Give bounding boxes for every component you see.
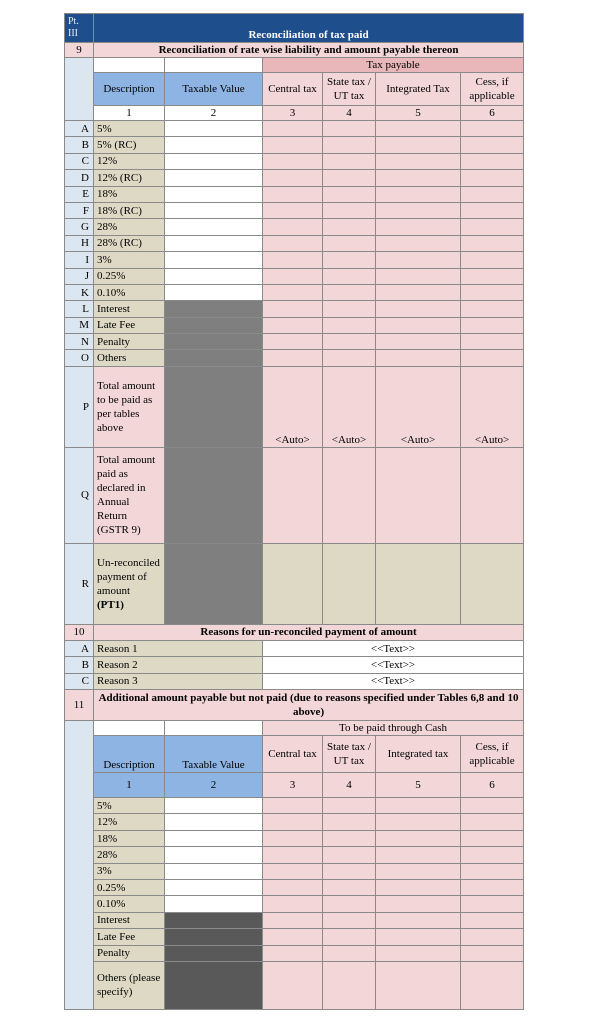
rate-row [65,219,524,235]
tax-amount-field[interactable] [323,961,376,1009]
row-description: 0.10% [94,896,165,912]
tax-amount-field[interactable] [323,170,376,186]
rate-row [65,186,524,202]
tax-amount-field[interactable] [263,814,323,830]
tax-amount-field[interactable] [461,912,524,928]
tax-amount-field[interactable] [461,929,524,945]
taxable-value-field[interactable] [165,847,263,863]
taxable-value-field [165,961,263,1009]
tax-amount-field[interactable] [461,317,524,333]
part-label-line1: Pt. [68,16,79,27]
row-description: 3% [94,863,165,879]
disabled-cell [165,447,263,543]
tax-amount-field[interactable] [323,153,376,169]
row-letter: M [65,317,94,333]
tax-amount-field[interactable] [461,847,524,863]
row-description: Others (please specify) [94,961,165,1009]
tax-amount-field[interactable] [323,219,376,235]
section-title: Reasons for un-reconciled payment of amount [94,624,524,640]
tax-amount-field[interactable] [376,814,461,830]
table-body [65,14,524,1010]
cash-row [65,721,524,736]
column-number: 2 [165,106,263,121]
column-headers-row [65,73,524,106]
tax-amount-field[interactable] [376,334,461,350]
section-title: Reconciliation of rate wise liability and amount payable thereon [94,43,524,58]
tax-amount-field[interactable] [376,929,461,945]
tax-amount-field[interactable] [461,945,524,961]
tax-amount-field[interactable] [461,153,524,169]
row-description: 28% (RC) [94,235,165,251]
tax-amount-field[interactable] [461,896,524,912]
header-state-tax: State tax / UT tax [323,736,376,773]
tax-amount-field[interactable] [461,814,524,830]
taxable-value-field[interactable] [165,153,263,169]
rate-row [65,268,524,284]
header-integrated-tax: Integrated Tax [376,73,461,106]
tax-amount-field[interactable] [323,186,376,202]
rate-row [65,235,524,251]
tax-amount-field[interactable] [323,235,376,251]
tax-amount-field[interactable] [263,847,323,863]
tax-amount-field[interactable] [323,814,376,830]
unreconciled-tag: (PT1) [97,598,124,611]
taxable-value-field[interactable] [165,121,263,137]
column-number: 4 [323,773,376,798]
row-letter: O [65,350,94,366]
tax-amount-field[interactable] [323,137,376,153]
tax-amount-field[interactable] [323,945,376,961]
tax-amount-field[interactable] [323,121,376,137]
payable-row [65,945,524,961]
tax-amount-field[interactable] [461,284,524,300]
row-description: 5% (RC) [94,137,165,153]
header-description: Description [94,736,165,773]
tax-amount-field[interactable] [263,830,323,846]
column-number: 3 [263,773,323,798]
tax-amount-field[interactable] [376,879,461,895]
part-title: Reconciliation of tax paid [94,14,524,43]
tax-amount-field[interactable] [263,896,323,912]
row-description: Late Fee [94,929,165,945]
blank-cell [165,58,263,73]
blank-cell [94,58,165,73]
auto-value: <Auto> [263,366,323,447]
section-number: 10 [65,624,94,640]
rate-row [65,350,524,366]
row-description: 0.10% [94,284,165,300]
tax-amount-field[interactable] [461,830,524,846]
taxable-value-field[interactable] [165,137,263,153]
tax-amount-field[interactable] [461,350,524,366]
tax-amount-field[interactable] [323,912,376,928]
taxable-value-field[interactable] [165,170,263,186]
tax-amount-field[interactable] [263,334,323,350]
tax-amount-field [323,543,376,624]
reason-label: Reason 1 [94,640,263,656]
row-letter: C [65,673,94,689]
tax-amount-field[interactable] [461,863,524,879]
rate-row [65,284,524,300]
column-headers-row [65,736,524,773]
row-letter: A [65,640,94,656]
part-label-line2: III [68,28,78,39]
payable-row [65,798,524,814]
row-description: 0.25% [94,268,165,284]
tax-amount-field[interactable] [376,317,461,333]
tax-amount-field[interactable] [461,170,524,186]
payable-row [65,961,524,1009]
reason-label: Reason 2 [94,657,263,673]
column-number: 6 [461,106,524,121]
reason-row [65,640,524,656]
row-description: Interest [94,301,165,317]
rate-row [65,334,524,350]
row-description: Penalty [94,334,165,350]
column-number: 1 [94,773,165,798]
tax-amount-field[interactable] [376,202,461,218]
disabled-cell [165,366,263,447]
auto-value: <Auto> [461,366,524,447]
tax-amount-field[interactable] [461,137,524,153]
header-taxable-value: Taxable Value [165,73,263,106]
row-letter: A [65,121,94,137]
tax-amount-field[interactable] [461,961,524,1009]
tax-amount-field[interactable] [323,879,376,895]
tax-amount-field[interactable] [376,284,461,300]
row-description: 12% [94,153,165,169]
tax-amount-field[interactable] [376,153,461,169]
rate-row [65,202,524,218]
tax-amount-field[interactable] [461,235,524,251]
tax-amount-field[interactable] [263,447,323,543]
tax-amount-field[interactable] [461,268,524,284]
tax-amount-field[interactable] [376,268,461,284]
tax-amount-field[interactable] [461,202,524,218]
section-number: 11 [65,690,94,721]
column-number: 1 [94,106,165,121]
column-number: 4 [323,106,376,121]
reason-text-field[interactable]: <<Text>> [263,640,524,656]
row-description: Others [94,350,165,366]
row-letter: R [65,543,94,624]
row-letter: Q [65,447,94,543]
row-letter: P [65,366,94,447]
taxable-value-field[interactable] [165,863,263,879]
tax-amount-field[interactable] [263,961,323,1009]
tax-amount-field[interactable] [461,121,524,137]
tax-amount-field[interactable] [461,186,524,202]
row-description: 12% [94,814,165,830]
reason-row [65,657,524,673]
row-description: 18% [94,186,165,202]
tax-amount-field[interactable] [263,284,323,300]
tax-amount-field[interactable] [376,798,461,814]
rate-row [65,121,524,137]
header-cess: Cess, if applicable [461,73,524,106]
tax-amount-field[interactable] [461,252,524,268]
part-label [65,14,94,43]
total-paid-row [65,447,524,543]
tax-amount-field[interactable] [263,235,323,251]
row-description: 5% [94,121,165,137]
row-letter: C [65,153,94,169]
blank-cell [65,58,94,121]
row-description: 5% [94,798,165,814]
rate-row [65,317,524,333]
tax-amount-field[interactable] [376,137,461,153]
tax-amount-field[interactable] [376,170,461,186]
rate-row [65,252,524,268]
section-11-title-row [65,690,524,721]
tax-amount-field[interactable] [376,186,461,202]
section-title: Additional amount payable but not paid (due to reasons specified under Tables 6,8 and 10 above) [94,690,524,721]
taxable-value-field[interactable] [165,219,263,235]
tax-amount-field[interactable] [263,879,323,895]
tax-amount-field[interactable] [323,929,376,945]
tax-amount-field [461,543,524,624]
row-description: 18% [94,830,165,846]
auto-value: <Auto> [323,366,376,447]
tax-payable-header: Tax payable [263,58,524,73]
tax-amount-field[interactable] [461,879,524,895]
tax-amount-field[interactable] [263,912,323,928]
row-description: Interest [94,912,165,928]
taxable-value-field[interactable] [165,202,263,218]
column-number: 5 [376,106,461,121]
tax-amount-field[interactable] [461,219,524,235]
part-header-row [65,14,524,43]
tax-amount-field[interactable] [461,334,524,350]
tax-amount-field [376,543,461,624]
section-number: 9 [65,43,94,58]
tax-amount-field[interactable] [323,863,376,879]
tax-amount-field[interactable] [376,219,461,235]
column-number: 3 [263,106,323,121]
taxable-value-field [165,301,263,317]
tax-amount-field[interactable] [263,798,323,814]
row-description: Penalty [94,945,165,961]
blank-cell [165,721,263,736]
taxable-value-field [165,317,263,333]
taxable-value-field [165,929,263,945]
tax-amount-field[interactable] [263,945,323,961]
tax-amount-field[interactable] [376,252,461,268]
tax-amount-field[interactable] [263,202,323,218]
cash-header: To be paid through Cash [263,721,524,736]
column-number: 6 [461,773,524,798]
taxable-value-field[interactable] [165,252,263,268]
tax-amount-field[interactable] [323,334,376,350]
row-letter: I [65,252,94,268]
payable-row [65,814,524,830]
tax-amount-field[interactable] [376,847,461,863]
payable-row [65,912,524,928]
column-number: 2 [165,773,263,798]
header-description: Description [94,73,165,106]
row-description: 3% [94,252,165,268]
tax-amount-field[interactable] [263,137,323,153]
tax-amount-field[interactable] [323,896,376,912]
row-description: 18% (RC) [94,202,165,218]
tax-amount-field[interactable] [263,153,323,169]
taxable-value-field[interactable] [165,814,263,830]
section-10-title-row [65,624,524,640]
tax-amount-field[interactable] [376,945,461,961]
reason-text-field[interactable]: <<Text>> [263,673,524,689]
tax-amount-field[interactable] [263,268,323,284]
header-state-tax: State tax / UT tax [323,73,376,106]
taxable-value-field [165,334,263,350]
tax-amount-field[interactable] [461,798,524,814]
taxable-value-field[interactable] [165,830,263,846]
auto-value: <Auto> [376,366,461,447]
tax-amount-field[interactable] [263,252,323,268]
row-letter: L [65,301,94,317]
row-letter: J [65,268,94,284]
taxable-value-field[interactable] [165,798,263,814]
row-description [94,543,165,624]
row-letter: K [65,284,94,300]
tax-amount-field[interactable] [323,202,376,218]
blank-cell [65,721,94,1010]
payable-row [65,879,524,895]
tax-amount-field[interactable] [323,847,376,863]
column-numbers-row [65,106,524,121]
reason-row [65,673,524,689]
header-taxable-value: Taxable Value [165,736,263,773]
tax-amount-field[interactable] [323,252,376,268]
tax-amount-field[interactable] [263,863,323,879]
taxable-value-field [165,945,263,961]
column-numbers-row [65,773,524,798]
tax-amount-field[interactable] [263,121,323,137]
tax-amount-field[interactable] [376,830,461,846]
tax-amount-field[interactable] [263,350,323,366]
tax-amount-field[interactable] [263,317,323,333]
disabled-cell [165,543,263,624]
payable-row [65,863,524,879]
row-description: 28% [94,847,165,863]
tax-amount-field[interactable] [376,301,461,317]
tax-amount-field[interactable] [376,896,461,912]
taxable-value-field[interactable] [165,235,263,251]
row-description: 12% (RC) [94,170,165,186]
header-integrated-tax: Integrated tax [376,736,461,773]
tax-amount-field[interactable] [323,317,376,333]
payable-row [65,847,524,863]
reason-text-field[interactable]: <<Text>> [263,657,524,673]
blank-cell [94,721,165,736]
row-description: 0.25% [94,879,165,895]
tax-amount-field[interactable] [461,301,524,317]
taxable-value-field[interactable] [165,284,263,300]
taxable-value-field [165,912,263,928]
reconciliation-table [64,13,524,1010]
row-letter: N [65,334,94,350]
section-9-title-row [65,43,524,58]
tax-amount-field [263,543,323,624]
tax-amount-field[interactable] [323,284,376,300]
row-description: Late Fee [94,317,165,333]
tax-amount-field[interactable] [376,961,461,1009]
row-description: Total amount to be paid as per tables above [94,366,165,447]
rate-row [65,153,524,169]
reason-label: Reason 3 [94,673,263,689]
header-central-tax: Central tax [263,736,323,773]
row-letter: B [65,137,94,153]
rate-row [65,137,524,153]
rate-row [65,301,524,317]
tax-amount-field[interactable] [263,219,323,235]
payable-row [65,929,524,945]
payable-row [65,896,524,912]
tax-amount-field[interactable] [323,798,376,814]
tax-amount-field[interactable] [323,268,376,284]
unreconciled-row [65,543,524,624]
taxable-value-field[interactable] [165,896,263,912]
total-payable-row [65,366,524,447]
row-letter: E [65,186,94,202]
payable-row [65,830,524,846]
tax-amount-field[interactable] [376,863,461,879]
column-number: 5 [376,773,461,798]
taxable-value-field[interactable] [165,186,263,202]
tax-amount-field[interactable] [376,121,461,137]
row-letter: G [65,219,94,235]
row-description: 28% [94,219,165,235]
tax-amount-field[interactable] [263,186,323,202]
header-central-tax: Central tax [263,73,323,106]
tax-amount-field[interactable] [376,912,461,928]
taxable-value-field[interactable] [165,879,263,895]
tax-amount-field[interactable] [323,301,376,317]
header-cess: Cess, if applicable [461,736,524,773]
row-letter: F [65,202,94,218]
tax-amount-field[interactable] [376,350,461,366]
row-letter: B [65,657,94,673]
row-letter: H [65,235,94,251]
taxable-value-field [165,350,263,366]
tax-amount-field[interactable] [376,447,461,543]
tax-amount-field[interactable] [323,447,376,543]
tax-amount-field[interactable] [461,447,524,543]
row-letter: D [65,170,94,186]
tax-amount-field[interactable] [323,830,376,846]
unreconciled-label: Un-reconciled payment of amount [97,556,160,597]
taxable-value-field[interactable] [165,268,263,284]
tax-amount-field[interactable] [323,350,376,366]
tax-amount-field[interactable] [263,170,323,186]
tax-amount-field[interactable] [263,301,323,317]
row-description: Total amount paid as declared in Annual Return (GSTR 9) [94,447,165,543]
tax-amount-field[interactable] [376,235,461,251]
tax-payable-row [65,58,524,73]
tax-amount-field[interactable] [263,929,323,945]
rate-row [65,170,524,186]
